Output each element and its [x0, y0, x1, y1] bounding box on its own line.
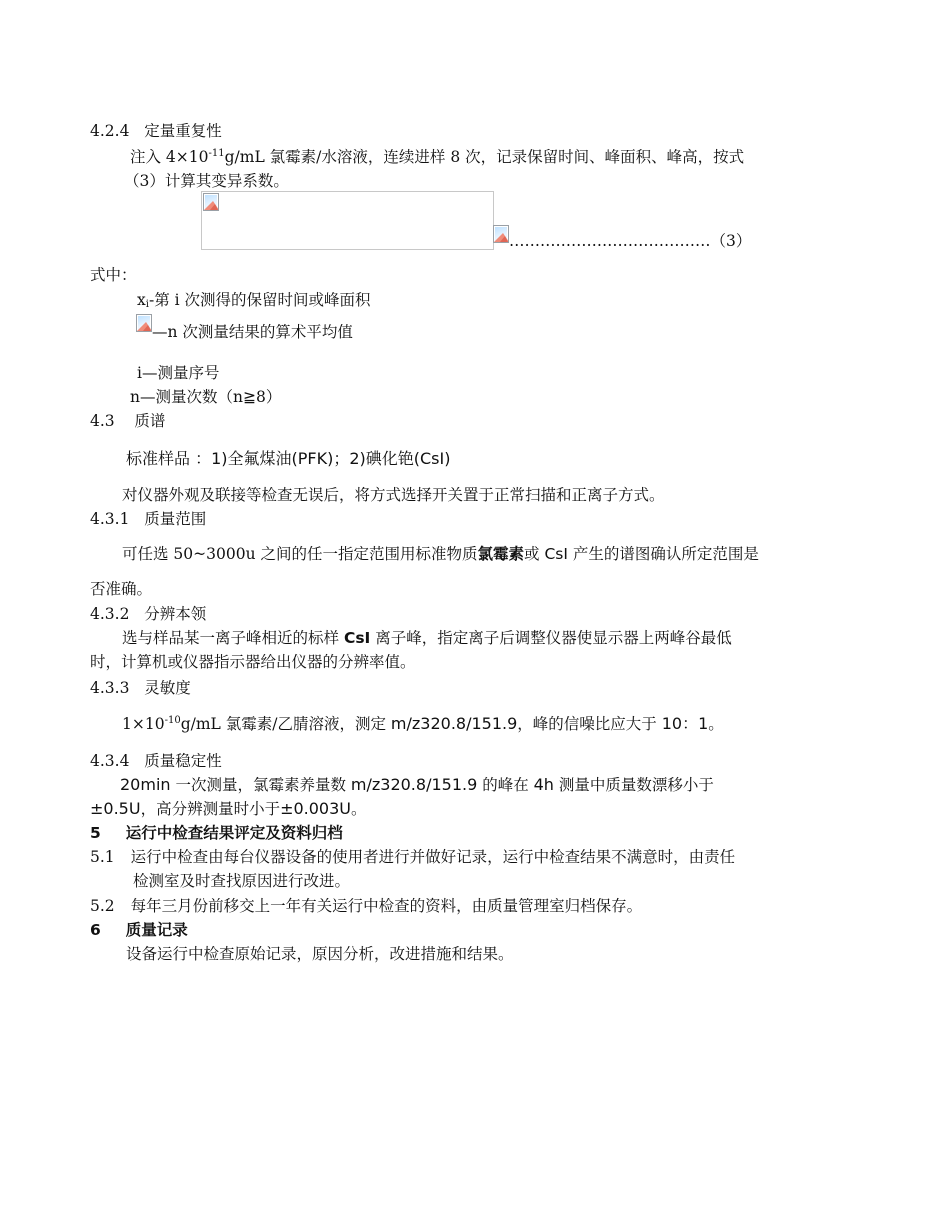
section-5-1-line2: 检测室及时查找原因进行改进。	[133, 872, 351, 890]
section-number: 4.3	[90, 412, 115, 430]
section-number: 4.2.4	[90, 122, 130, 140]
resolution-paragraph-line2: 时，计算机或仪器指示器给出仪器的分辨率值。	[90, 653, 416, 671]
inject-paragraph-line2: （3）计算其变异系数。	[124, 172, 289, 190]
quality-record-text: 设备运行中检查原始记录，原因分析，改进措施和结果。	[126, 945, 514, 963]
where-label: 式中：	[90, 266, 137, 284]
variable-n-definition: n—测量次数（n≧8）	[130, 388, 282, 406]
inject-paragraph-line1: 注入 $4\times 10^{-11}g/mL$ 氯霉素/水溶液，连续进样 8 次，记录保留时间、峰面积、峰高，按式	[130, 148, 745, 166]
section-4-3-4-heading	[90, 752, 222, 771]
resolution-paragraph-line1: 选与样品某一离子峰相近的标样 CsI 离子峰，指定离子后调整仪器使显示器上两峰谷最低	[122, 629, 732, 647]
stability-paragraph-line1: 20min 一次测量，氯霉素养量数 m/z320.8/151.9 的峰在 4h 测量中质量数漂移小于	[120, 775, 714, 794]
formula-image-frame	[201, 191, 494, 250]
leader-dots: …………………………………	[509, 232, 711, 250]
section-5-1-line1: 5.1 运行中检查由每台仪器设备的使用者进行并做好记录，运行中检查结果不满意时，由责任	[90, 848, 736, 866]
stability-paragraph-line2: ±0.5U，高分辨测量时小于±0.003U。	[90, 799, 367, 818]
section-title: 质量记录	[125, 921, 188, 939]
section-title: 质量范围	[144, 510, 207, 528]
equation-number: （3）	[710, 232, 752, 250]
section-5-heading	[90, 824, 343, 843]
broken-image-icon	[493, 225, 509, 243]
broken-image-icon	[203, 193, 219, 211]
section-4-3-heading	[90, 412, 165, 431]
section-title: 灵敏度	[144, 679, 191, 697]
section-number: 4.3.2	[90, 605, 130, 623]
section-5-2: 5.2 每年三月份前移交上一年有关运行中检查的资料，由质量管理室归档保存。	[90, 897, 643, 915]
section-title: 分辨本领	[144, 605, 207, 623]
variable-xi-definition: $x_i-$第 i 次测得的保留时间或峰面积	[137, 291, 371, 310]
section-number: 4.3.1	[90, 510, 130, 528]
section-4-3-2-heading	[90, 605, 206, 624]
section-4-3-3-heading	[90, 679, 191, 698]
section-title: 质量稳定性	[144, 752, 222, 770]
section-number: 4.3.4	[90, 752, 130, 770]
instrument-check-text: 对仪器外观及联接等检查无误后，将方式选择开关置于正常扫描和正离子方式。	[122, 486, 665, 504]
section-number: 6	[90, 921, 101, 939]
section-4-2-4-heading	[90, 122, 222, 141]
section-title: 运行中检查结果评定及资料归档	[125, 824, 343, 842]
section-title: 质谱	[134, 412, 166, 430]
section-4-3-1-heading	[90, 510, 206, 529]
section-title: 定量重复性	[144, 122, 222, 140]
section-number: 5	[90, 824, 101, 842]
section-number: 4.3.3	[90, 679, 130, 697]
standard-sample-line: 标准样品 ：1)全氟煤油(PFK)；2)碘化铯(CsI)	[126, 449, 451, 468]
variable-i-definition: i—测量序号	[137, 364, 220, 382]
formula-leader	[509, 232, 751, 251]
section-number: 5.2	[90, 897, 115, 915]
mass-range-paragraph-line1: 可任选 50~3000u 之间的任一指定范围用标准物质氯霉素或 CsI 产生的谱图确认所定范围是	[122, 545, 759, 563]
section-6-heading	[90, 921, 188, 940]
sensitivity-paragraph: $1\times 10^{-10}g/mL$ 氯霉素/乙腈溶液，测定 m/z320.8/151.9，峰的信噪比应大于 10：1。	[122, 714, 724, 733]
mass-range-paragraph-line2: 否准确。	[90, 580, 153, 598]
section-number: 5.1	[90, 848, 115, 866]
broken-image-icon	[136, 314, 152, 332]
variable-mean-definition: —n 次测量结果的算术平均值	[152, 323, 353, 341]
